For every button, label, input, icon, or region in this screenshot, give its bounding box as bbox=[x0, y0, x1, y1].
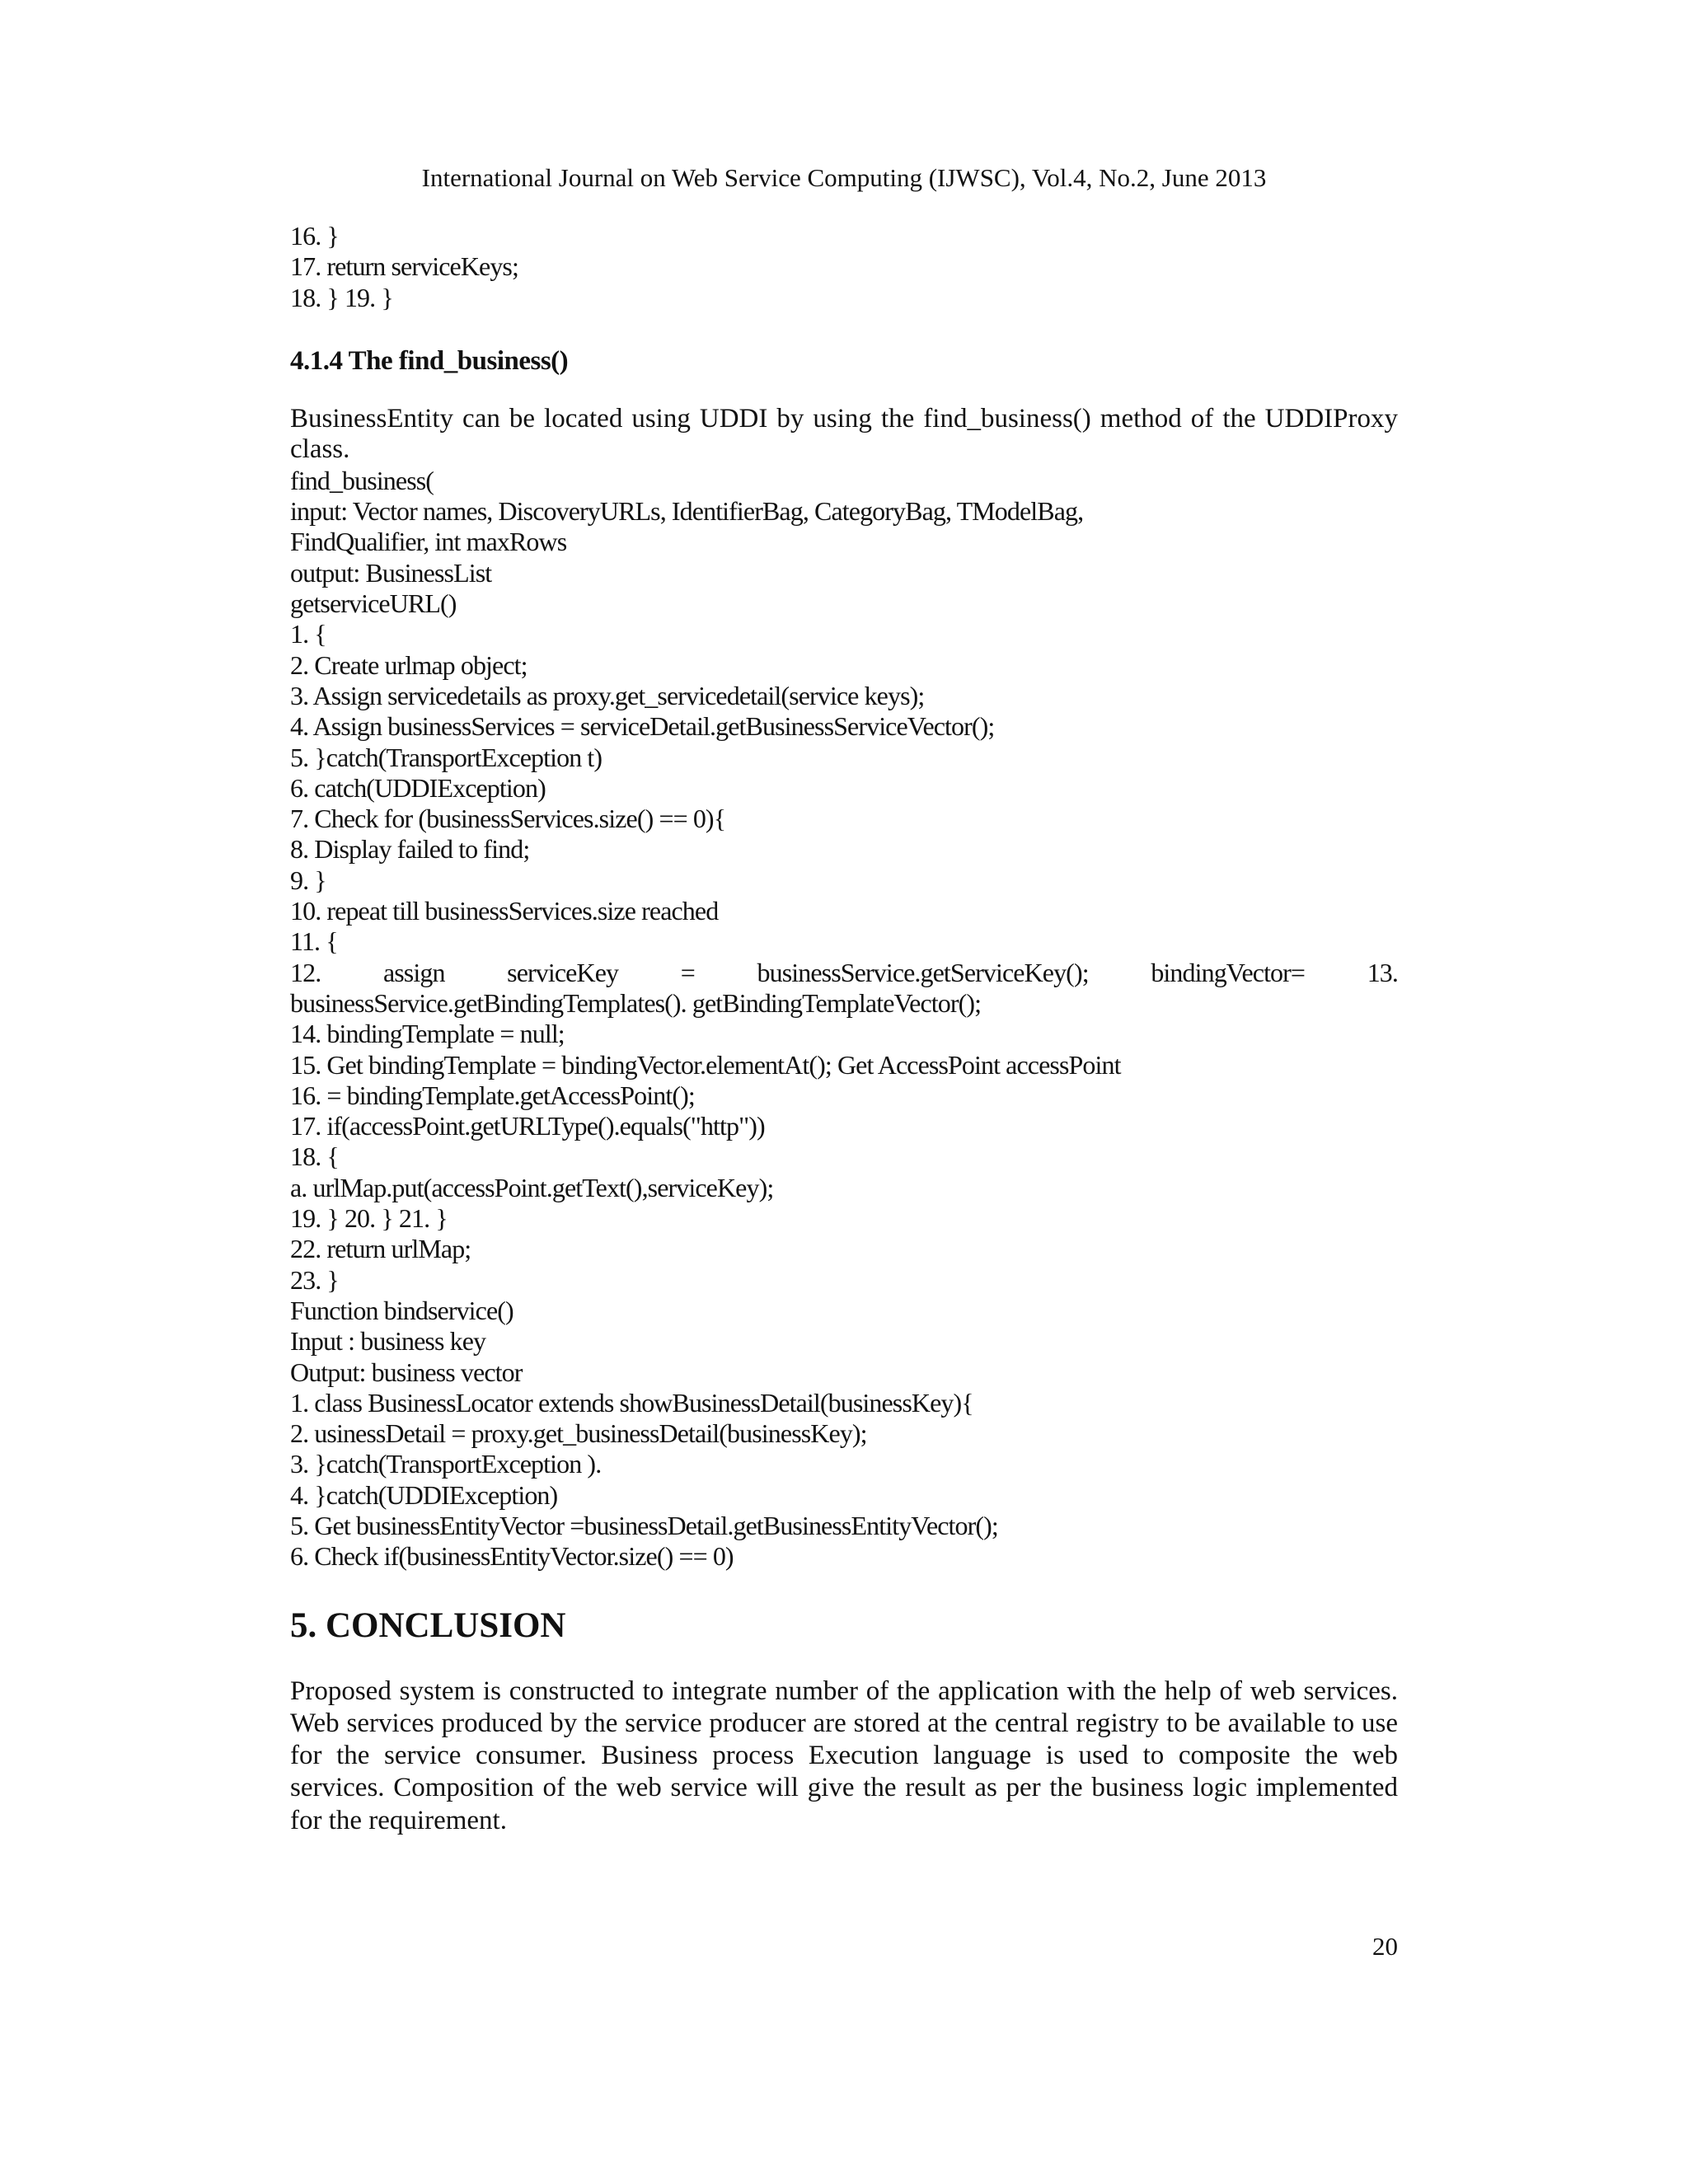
code-line: 6. Check if(businessEntityVector.size() == 0) bbox=[290, 1541, 734, 1572]
code-line: Output: business vector bbox=[290, 1357, 523, 1387]
code-line: 23. } bbox=[290, 1264, 339, 1295]
code-line: 11. { bbox=[290, 926, 338, 957]
code-line: 5. Get businessEntityVector =businessDetail.getBusinessEntityVector(); bbox=[290, 1510, 998, 1540]
code-line: 7. Check for (businessServices.size() == 0){ bbox=[290, 804, 726, 834]
top-code-block bbox=[290, 221, 1398, 313]
code-line: 9. } bbox=[290, 865, 326, 895]
code-line: input: Vector names, DiscoveryURLs, IdentifierBag, CategoryBag, TModelBag, bbox=[290, 496, 1084, 527]
code-line: 5. }catch(TransportException t) bbox=[290, 742, 603, 772]
code-token: 12. bbox=[290, 957, 321, 987]
code-line: businessService.getBindingTemplates(). getBindingTemplateVector(); bbox=[290, 987, 982, 1018]
running-header: International Journal on Web Service Computing (IJWSC), Vol.4, No.2, June 2013 bbox=[421, 163, 1267, 192]
code-line: 2. Create urlmap object; bbox=[290, 649, 528, 680]
code-line: 1. class BusinessLocator extends showBusinessDetail(businessKey){ bbox=[290, 1387, 973, 1418]
page-number: 20 bbox=[1372, 1932, 1398, 1961]
code-line: 6. catch(UDDIException) bbox=[290, 772, 546, 803]
code-line: 3. Assign servicedetails as proxy.get_servicedetail(service keys); bbox=[290, 680, 925, 710]
code-line: 8. Display failed to find; bbox=[290, 834, 530, 865]
code-token: serviceKey bbox=[507, 957, 619, 987]
code-line: Input : business key bbox=[290, 1326, 486, 1357]
code-line: 16. } bbox=[290, 221, 339, 251]
code-line: 4. }catch(UDDIException) bbox=[290, 1479, 558, 1510]
code-line: a. urlMap.put(accessPoint.getText(),serviceKey); bbox=[290, 1172, 774, 1202]
code-token: = bbox=[680, 957, 695, 987]
code-token: 13. bbox=[1367, 957, 1398, 987]
code-line: 17. return serviceKeys; bbox=[290, 251, 518, 282]
subsection-heading: 4.1.4 The find_business() bbox=[290, 345, 569, 376]
code-line: find_business( bbox=[290, 465, 434, 495]
code-line: 2. usinessDetail = proxy.get_businessDetail(businessKey); bbox=[290, 1418, 867, 1449]
code-line: 3. }catch(TransportException ). bbox=[290, 1449, 602, 1479]
code-line: 22. return urlMap; bbox=[290, 1234, 471, 1264]
code-line: 18. { bbox=[290, 1141, 339, 1172]
find-business-code-block bbox=[290, 466, 1398, 1572]
code-token: businessService.getServiceKey(); bbox=[757, 957, 1089, 987]
code-line: getserviceURL() bbox=[290, 588, 457, 619]
code-line: 4. Assign businessServices = serviceDetail.getBusinessServiceVector(); bbox=[290, 711, 995, 742]
code-token: bindingVector= bbox=[1151, 957, 1306, 987]
subsection-intro: BusinessEntity can be located using UDDI by using the find_business() method of the UDDIProxy class. bbox=[290, 403, 1398, 465]
page-content bbox=[290, 221, 1398, 1837]
conclusion-paragraph: Proposed system is constructed to integrate number of the application with the help of web services. Web services produced by the service producer are stored at the central registry to be available to use for the service consumer. Business process Execution language is used to composite the web services. Composition of the web service will give the result as per the business logic implemented for the requirement. bbox=[290, 1675, 1398, 1835]
code-line: 10. repeat till businessServices.size reached bbox=[290, 896, 719, 926]
code-line: 14. bindingTemplate = null; bbox=[290, 1019, 565, 1049]
code-line: 15. Get bindingTemplate = bindingVector.elementAt(); Get AccessPoint accessPoint bbox=[290, 1049, 1121, 1080]
code-line: 1. { bbox=[290, 619, 326, 649]
code-line: 19. } 20. } 21. } bbox=[290, 1203, 448, 1234]
code-token: assign bbox=[382, 957, 445, 987]
code-line: Function bindservice() bbox=[290, 1295, 513, 1325]
code-line: FindQualifier, int maxRows bbox=[290, 527, 567, 557]
code-line: 18. } 19. } bbox=[290, 282, 393, 312]
code-line-justified bbox=[290, 958, 1398, 988]
code-line: 17. if(accessPoint.getURLType().equals("http")) bbox=[290, 1111, 765, 1141]
conclusion-heading: 5. CONCLUSION bbox=[290, 1605, 566, 1645]
code-line: 16. = bindingTemplate.getAccessPoint(); bbox=[290, 1080, 695, 1110]
code-line: output: BusinessList bbox=[290, 557, 492, 588]
